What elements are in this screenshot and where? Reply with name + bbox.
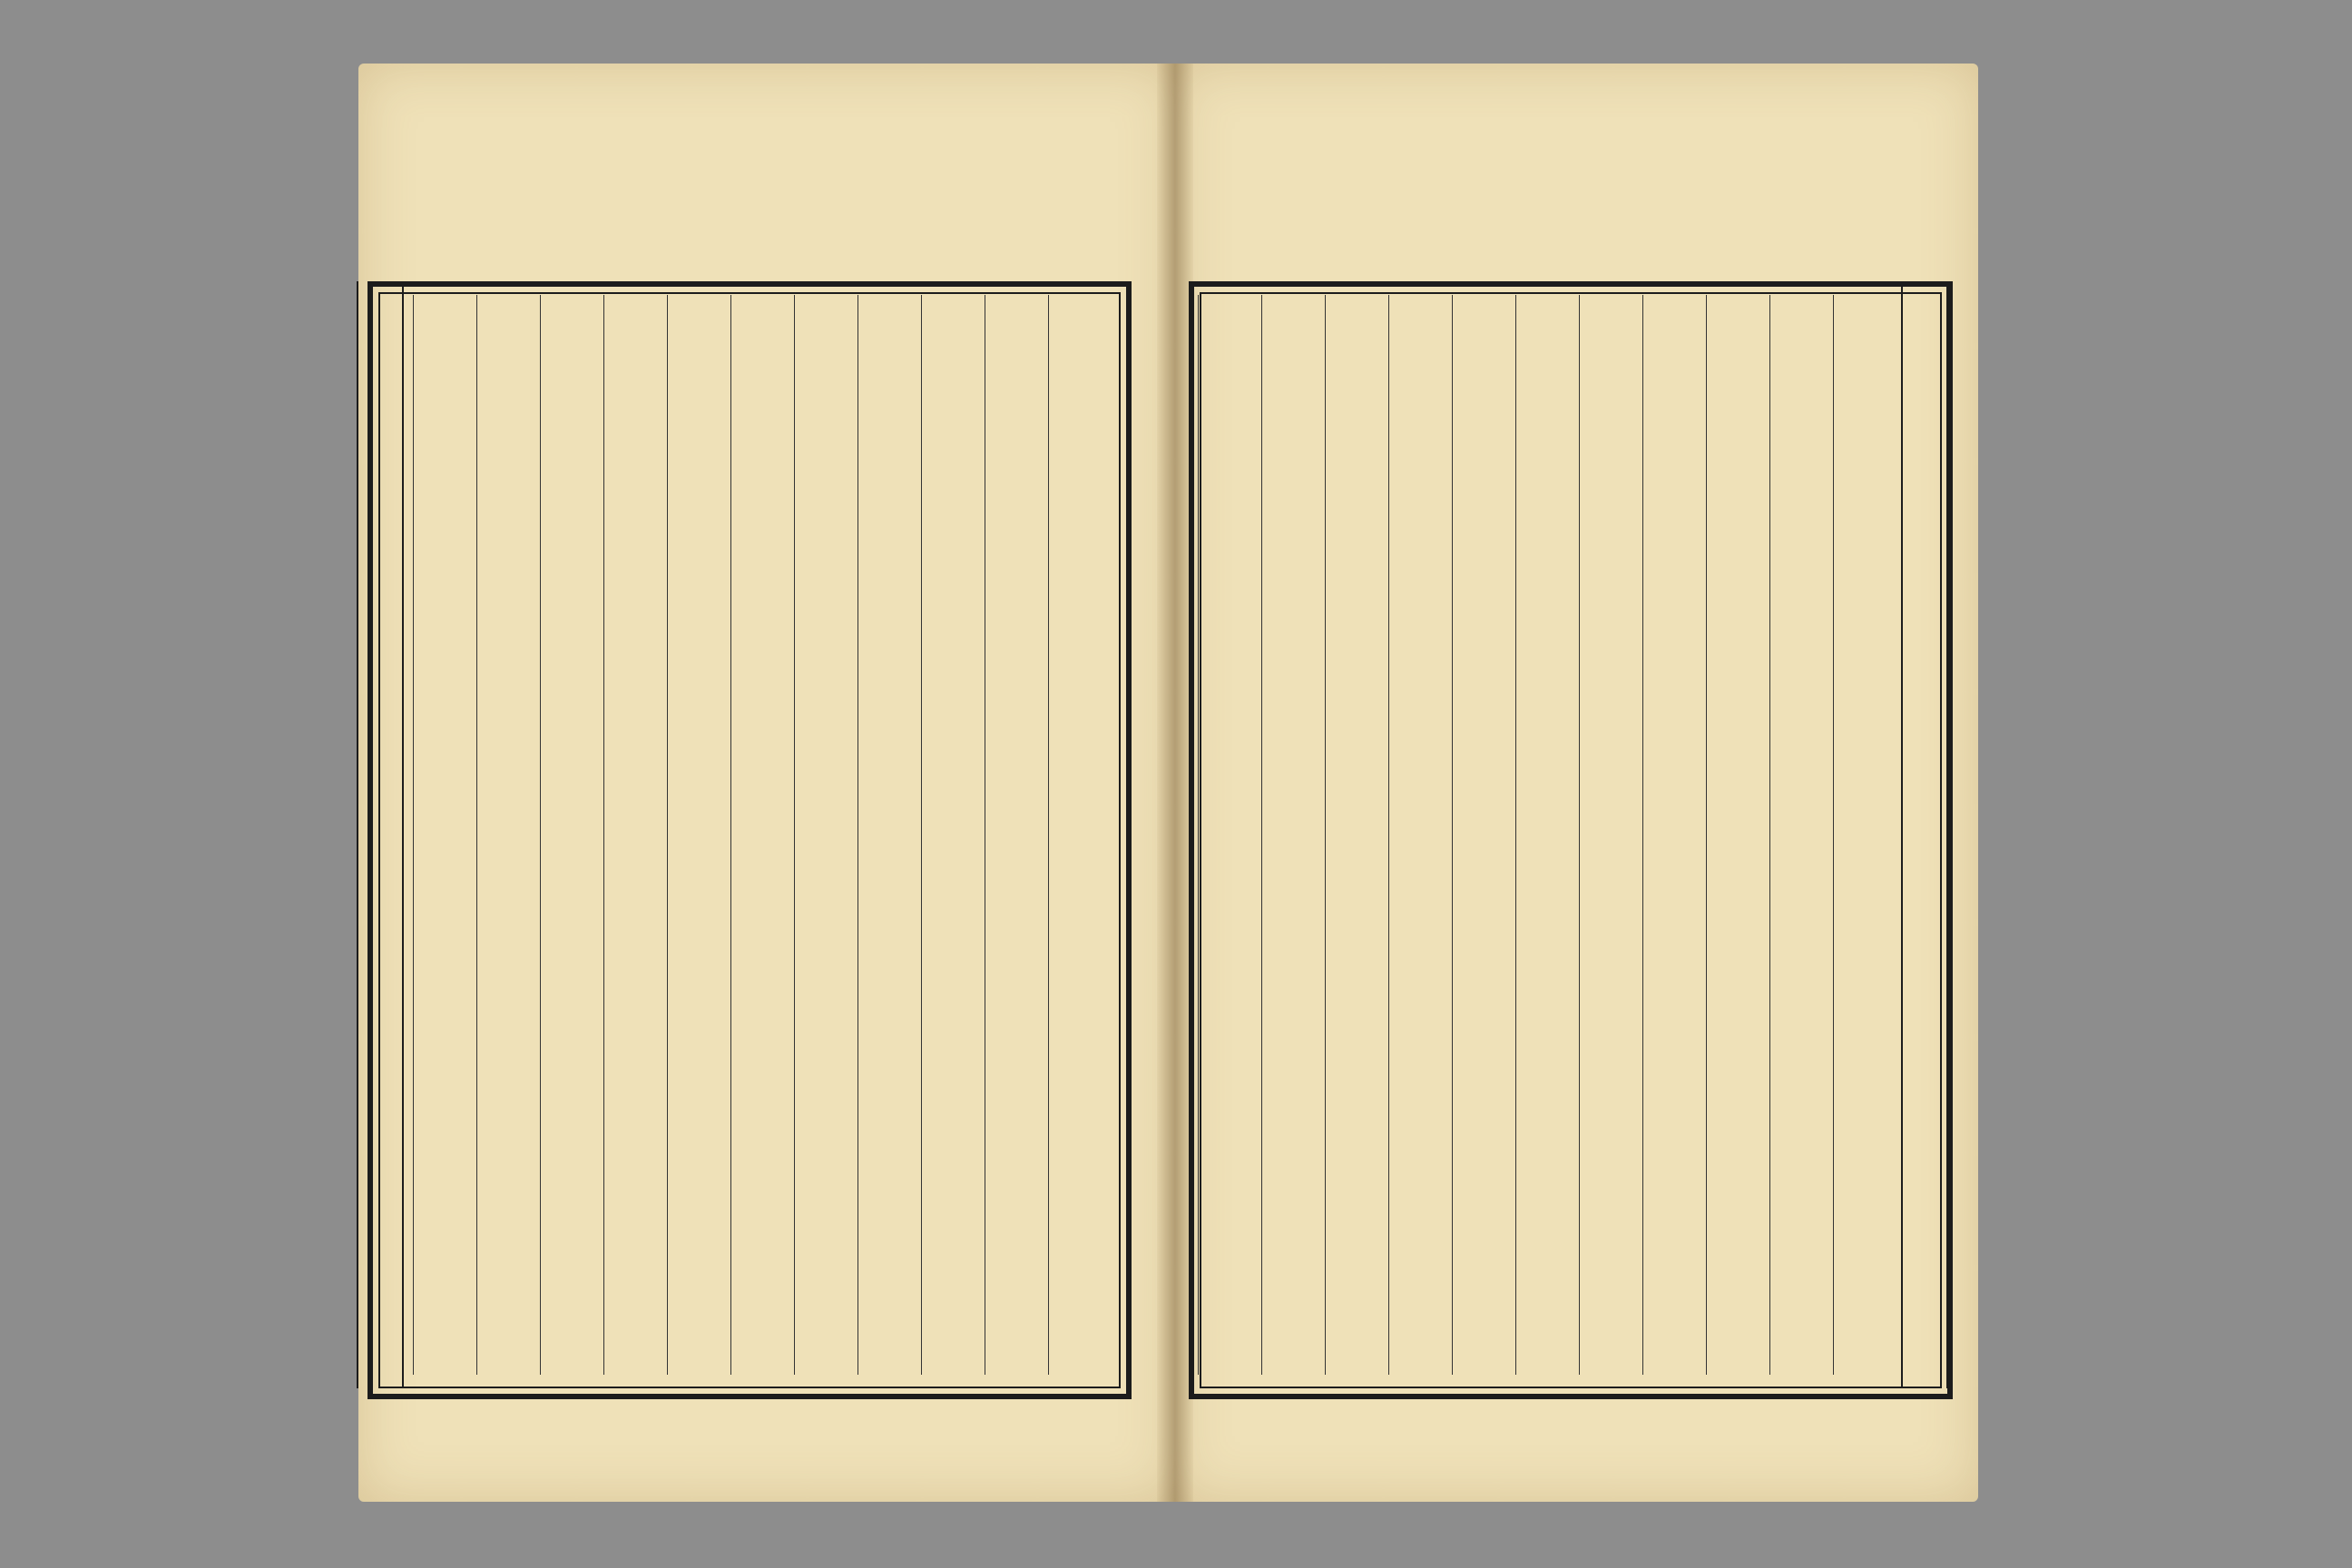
left-center-strip (357, 281, 404, 1388)
right-column-rule (1579, 295, 1580, 1375)
left-column-rule (413, 295, 414, 1375)
right-center-strip (1901, 281, 1948, 1388)
right-column-rule (1325, 295, 1326, 1375)
left-column-rule (603, 295, 604, 1375)
open-book (358, 64, 1978, 1502)
left-column-rule (921, 295, 922, 1375)
right-column-rule (1388, 295, 1389, 1375)
book-gutter (1157, 64, 1193, 1502)
right-column-rule (1452, 295, 1453, 1375)
right-column-rule (1261, 295, 1262, 1375)
left-column-rule (667, 295, 668, 1375)
left-column-rule (730, 295, 731, 1375)
right-text-frame (1189, 281, 1953, 1399)
left-text-frame (368, 281, 1132, 1399)
right-column-rule (1706, 295, 1707, 1375)
left-column-rule (1048, 295, 1049, 1375)
left-column-rule (476, 295, 477, 1375)
right-column-rule (1642, 295, 1643, 1375)
right-column-rule (1833, 295, 1834, 1375)
right-column-rule (1769, 295, 1770, 1375)
right-column-rule (1198, 295, 1199, 1375)
left-column-rule (794, 295, 795, 1375)
right-column-rule (1515, 295, 1516, 1375)
left-column-rule (540, 295, 541, 1375)
